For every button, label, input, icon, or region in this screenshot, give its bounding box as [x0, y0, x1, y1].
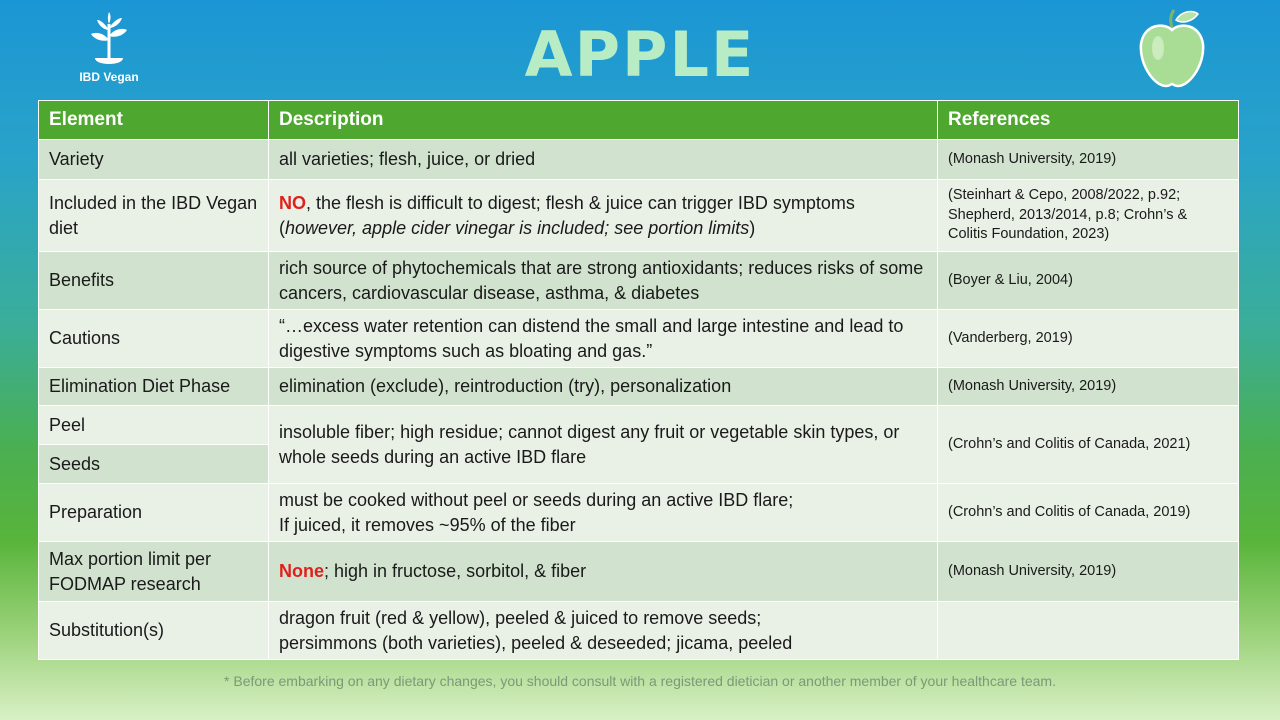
element-cell: Max portion limit per FODMAP research [39, 542, 269, 602]
table-row-peel [39, 406, 1239, 445]
table-row-portion [39, 542, 1239, 602]
highlight-no: NO [279, 193, 306, 214]
description-cell [269, 602, 938, 660]
element-cell: Substitution(s) [39, 602, 269, 660]
table-row-included [39, 180, 1239, 252]
element-cell: Included in the IBD Vegan diet [39, 180, 269, 252]
description-line-2: persimmons (both varieties), peeled & deseeded; jicama, peeled [279, 632, 793, 653]
description-cell: insoluble fiber; high residue; cannot digest any fruit or vegetable skin types, or whole seeds during an active IBD flare [269, 406, 938, 484]
disclaimer-footnote: * Before embarking on any dietary changes, you should consult with a registered dietician or another member of your healthcare team. [224, 673, 1056, 689]
description-cell: all varieties; flesh, juice, or dried [269, 140, 938, 180]
table-row-variety [39, 140, 1239, 180]
table-row-preparation [39, 484, 1239, 542]
description-cell: “…excess water retention can distend the small and large intestine and lead to digestive symptoms such as bloating and gas.” [269, 310, 938, 368]
page-title: APPLE [524, 18, 756, 91]
table-row-substitution [39, 602, 1239, 660]
reference-cell: (Crohn’s and Colitis of Canada, 2019) [938, 484, 1239, 542]
description-cell: elimination (exclude), reintroduction (try), personalization [269, 368, 938, 406]
element-cell: Benefits [39, 252, 269, 310]
header-references: References [938, 101, 1239, 140]
reference-cell: (Steinhart & Cepo, 2008/2022, p.92; Shepherd, 2013/2014, p.8; Crohn’s & Colitis Foundation, 2023) [938, 180, 1239, 252]
reference-cell: (Monash University, 2019) [938, 368, 1239, 406]
table-row-cautions [39, 310, 1239, 368]
description-italic: however, apple cider vinegar is included; see portion limits [285, 217, 750, 238]
reference-cell [938, 602, 1239, 660]
description-line-2: If juiced, it removes ~95% of the fiber [279, 514, 576, 535]
apple-illustration [1136, 6, 1208, 95]
description-text: , the flesh is difficult to digest; flesh & juice can trigger IBD symptoms ( [279, 193, 855, 238]
reference-cell: (Boyer & Liu, 2004) [938, 252, 1239, 310]
element-cell: Seeds [39, 445, 269, 484]
description-cell [269, 484, 938, 542]
description-cell [269, 542, 938, 602]
element-cell: Preparation [39, 484, 269, 542]
apple-icon [1136, 6, 1208, 90]
header-description: Description [269, 101, 938, 140]
reference-cell: (Crohn’s and Colitis of Canada, 2021) [938, 406, 1239, 484]
description-cell [269, 180, 938, 252]
element-cell: Elimination Diet Phase [39, 368, 269, 406]
element-cell: Variety [39, 140, 269, 180]
header-element: Element [39, 101, 269, 140]
table-row-benefits [39, 252, 1239, 310]
description-line-1: dragon fruit (red & yellow), peeled & juiced to remove seeds; [279, 608, 762, 629]
description-end: ) [749, 217, 756, 238]
highlight-none: None [279, 561, 324, 582]
element-cell: Cautions [39, 310, 269, 368]
description-text: ; high in fructose, sorbitol, & fiber [324, 561, 587, 582]
table-row-elimination [39, 368, 1239, 406]
element-cell: Peel [39, 406, 269, 445]
description-cell: rich source of phytochemicals that are strong antioxidants; reduces risks of some cancers, cardiovascular disease, asthma, & diabetes [269, 252, 938, 310]
description-line-1: must be cooked without peel or seeds during an active IBD flare; [279, 490, 794, 511]
reference-cell: (Monash University, 2019) [938, 542, 1239, 602]
logo-text: IBD Vegan [79, 70, 139, 84]
reference-cell: (Vanderberg, 2019) [938, 310, 1239, 368]
info-table [38, 100, 1239, 660]
reference-cell: (Monash University, 2019) [938, 140, 1239, 180]
